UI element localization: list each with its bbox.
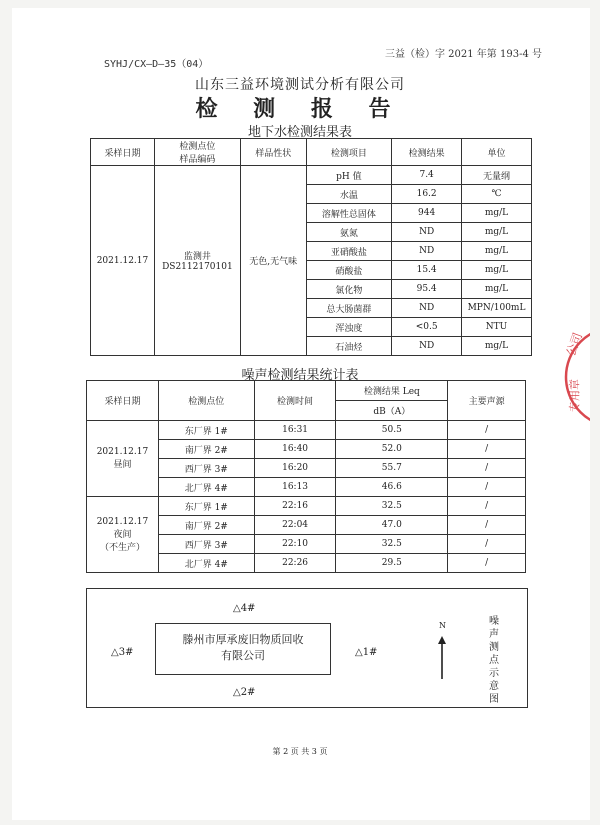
header-point: 检测点位 xyxy=(158,381,254,421)
svg-text:专用章: 专用章 xyxy=(568,379,581,412)
result-cell: <0.5 xyxy=(392,318,462,337)
result-cell: 16.2 xyxy=(392,185,462,204)
result-cell: ND xyxy=(392,242,462,261)
result-cell: 15.4 xyxy=(392,261,462,280)
noise-table xyxy=(86,380,526,573)
north-label: N xyxy=(439,621,446,630)
value-cell: 46.6 xyxy=(336,478,448,497)
header-unit: 单位 xyxy=(462,139,532,166)
source-cell: / xyxy=(448,497,526,516)
unit-cell: 无量纲 xyxy=(462,166,532,185)
result-cell: 95.4 xyxy=(392,280,462,299)
unit-cell: mg/L xyxy=(462,280,532,299)
marker-1: △1# xyxy=(355,647,378,658)
header-source: 主要声源 xyxy=(448,381,526,421)
company-seal-icon xyxy=(556,322,590,432)
source-cell: / xyxy=(448,421,526,440)
point-cell: 西厂界 3# xyxy=(158,535,254,554)
time-cell: 16:31 xyxy=(254,421,336,440)
header-item: 检测项目 xyxy=(306,139,392,166)
header-result: 检测结果 xyxy=(392,139,462,166)
time-cell: 22:04 xyxy=(254,516,336,535)
item-cell: 水温 xyxy=(306,185,392,204)
report-number: 三益（检）字 2021 年第 193-4 号 xyxy=(385,49,542,60)
page-footer: 第 2 页 共 3 页 xyxy=(272,747,328,756)
unit-cell: mg/L xyxy=(462,223,532,242)
result-cell: 944 xyxy=(392,204,462,223)
marker-4: △4# xyxy=(233,603,256,614)
time-cell: 22:10 xyxy=(254,535,336,554)
groundwater-table-title: 地下水检测结果表 xyxy=(247,125,352,140)
point-cell: 北厂界 4# xyxy=(158,478,254,497)
sample-point: 监测井 DS2112170101 xyxy=(154,166,240,356)
header-nature: 样品性状 xyxy=(240,139,306,166)
item-cell: 氯化物 xyxy=(306,280,392,299)
point-cell: 东厂界 1# xyxy=(158,497,254,516)
header-time: 检测时间 xyxy=(254,381,336,421)
item-cell: 硝酸盐 xyxy=(306,261,392,280)
sample-date: 2021.12.17 xyxy=(91,166,155,356)
time-cell: 22:16 xyxy=(254,497,336,516)
night-label: 2021.12.17 夜间 （不生产） xyxy=(87,497,159,573)
header-point-code: 检测点位 样品编码 xyxy=(154,139,240,166)
table-row xyxy=(87,497,526,516)
point-cell: 西厂界 3# xyxy=(158,459,254,478)
value-cell: 32.5 xyxy=(336,497,448,516)
groundwater-table xyxy=(90,138,532,356)
result-cell: 7.4 xyxy=(392,166,462,185)
source-cell: / xyxy=(448,440,526,459)
company-name: 山东三益环境测试分析有限公司 xyxy=(195,77,405,93)
point-cell: 南厂界 2# xyxy=(158,440,254,459)
unit-cell: MPN/100mL xyxy=(462,299,532,318)
unit-cell: ℃ xyxy=(462,185,532,204)
form-code: SYHJ/CX—D—35（04） xyxy=(104,59,209,70)
marker-2: △2# xyxy=(233,687,256,698)
header-sample-date: 采样日期 xyxy=(91,139,155,166)
marker-3: △3# xyxy=(111,647,134,658)
header-unit: dB（A） xyxy=(336,401,448,421)
time-cell: 22:26 xyxy=(254,554,336,573)
value-cell: 29.5 xyxy=(336,554,448,573)
unit-cell: NTU xyxy=(462,318,532,337)
sample-nature: 无色,无气味 xyxy=(240,166,306,356)
item-cell: 亚硝酸盐 xyxy=(306,242,392,261)
value-cell: 55.7 xyxy=(336,459,448,478)
svg-text:公司: 公司 xyxy=(563,330,586,359)
source-cell: / xyxy=(448,478,526,497)
item-cell: 总大肠菌群 xyxy=(306,299,392,318)
source-cell: / xyxy=(448,459,526,478)
point-cell: 南厂界 2# xyxy=(158,516,254,535)
item-cell: 石油烃 xyxy=(306,337,392,356)
value-cell: 32.5 xyxy=(336,535,448,554)
table-row xyxy=(87,421,526,440)
unit-cell: mg/L xyxy=(462,337,532,356)
item-cell: 浑浊度 xyxy=(306,318,392,337)
table-row xyxy=(91,166,532,185)
value-cell: 50.5 xyxy=(336,421,448,440)
report-title: 检 测 报 告 xyxy=(195,96,405,122)
value-cell: 47.0 xyxy=(336,516,448,535)
time-cell: 16:20 xyxy=(254,459,336,478)
item-cell: pH 值 xyxy=(306,166,392,185)
time-cell: 16:13 xyxy=(254,478,336,497)
result-cell: ND xyxy=(392,223,462,242)
source-cell: / xyxy=(448,535,526,554)
noise-table-title: 噪声检测结果统计表 xyxy=(241,368,359,383)
item-cell: 溶解性总固体 xyxy=(306,204,392,223)
result-cell: ND xyxy=(392,337,462,356)
header-leq: 检测结果 Leq xyxy=(336,381,448,401)
north-arrow-icon xyxy=(435,635,449,681)
header-sample-date: 采样日期 xyxy=(87,381,159,421)
noise-point-map xyxy=(86,588,528,708)
point-cell: 北厂界 4# xyxy=(158,554,254,573)
source-cell: / xyxy=(448,554,526,573)
unit-cell: mg/L xyxy=(462,204,532,223)
point-cell: 东厂界 1# xyxy=(158,421,254,440)
unit-cell: mg/L xyxy=(462,242,532,261)
result-cell: ND xyxy=(392,299,462,318)
company-box: 滕州市厚承废旧物质回收 有限公司 xyxy=(155,623,331,675)
value-cell: 52.0 xyxy=(336,440,448,459)
unit-cell: mg/L xyxy=(462,261,532,280)
day-label: 2021.12.17 昼间 xyxy=(87,421,159,497)
time-cell: 16:40 xyxy=(254,440,336,459)
item-cell: 氨氮 xyxy=(306,223,392,242)
map-caption: 噪声测点示意图 xyxy=(489,616,499,705)
source-cell: / xyxy=(448,516,526,535)
